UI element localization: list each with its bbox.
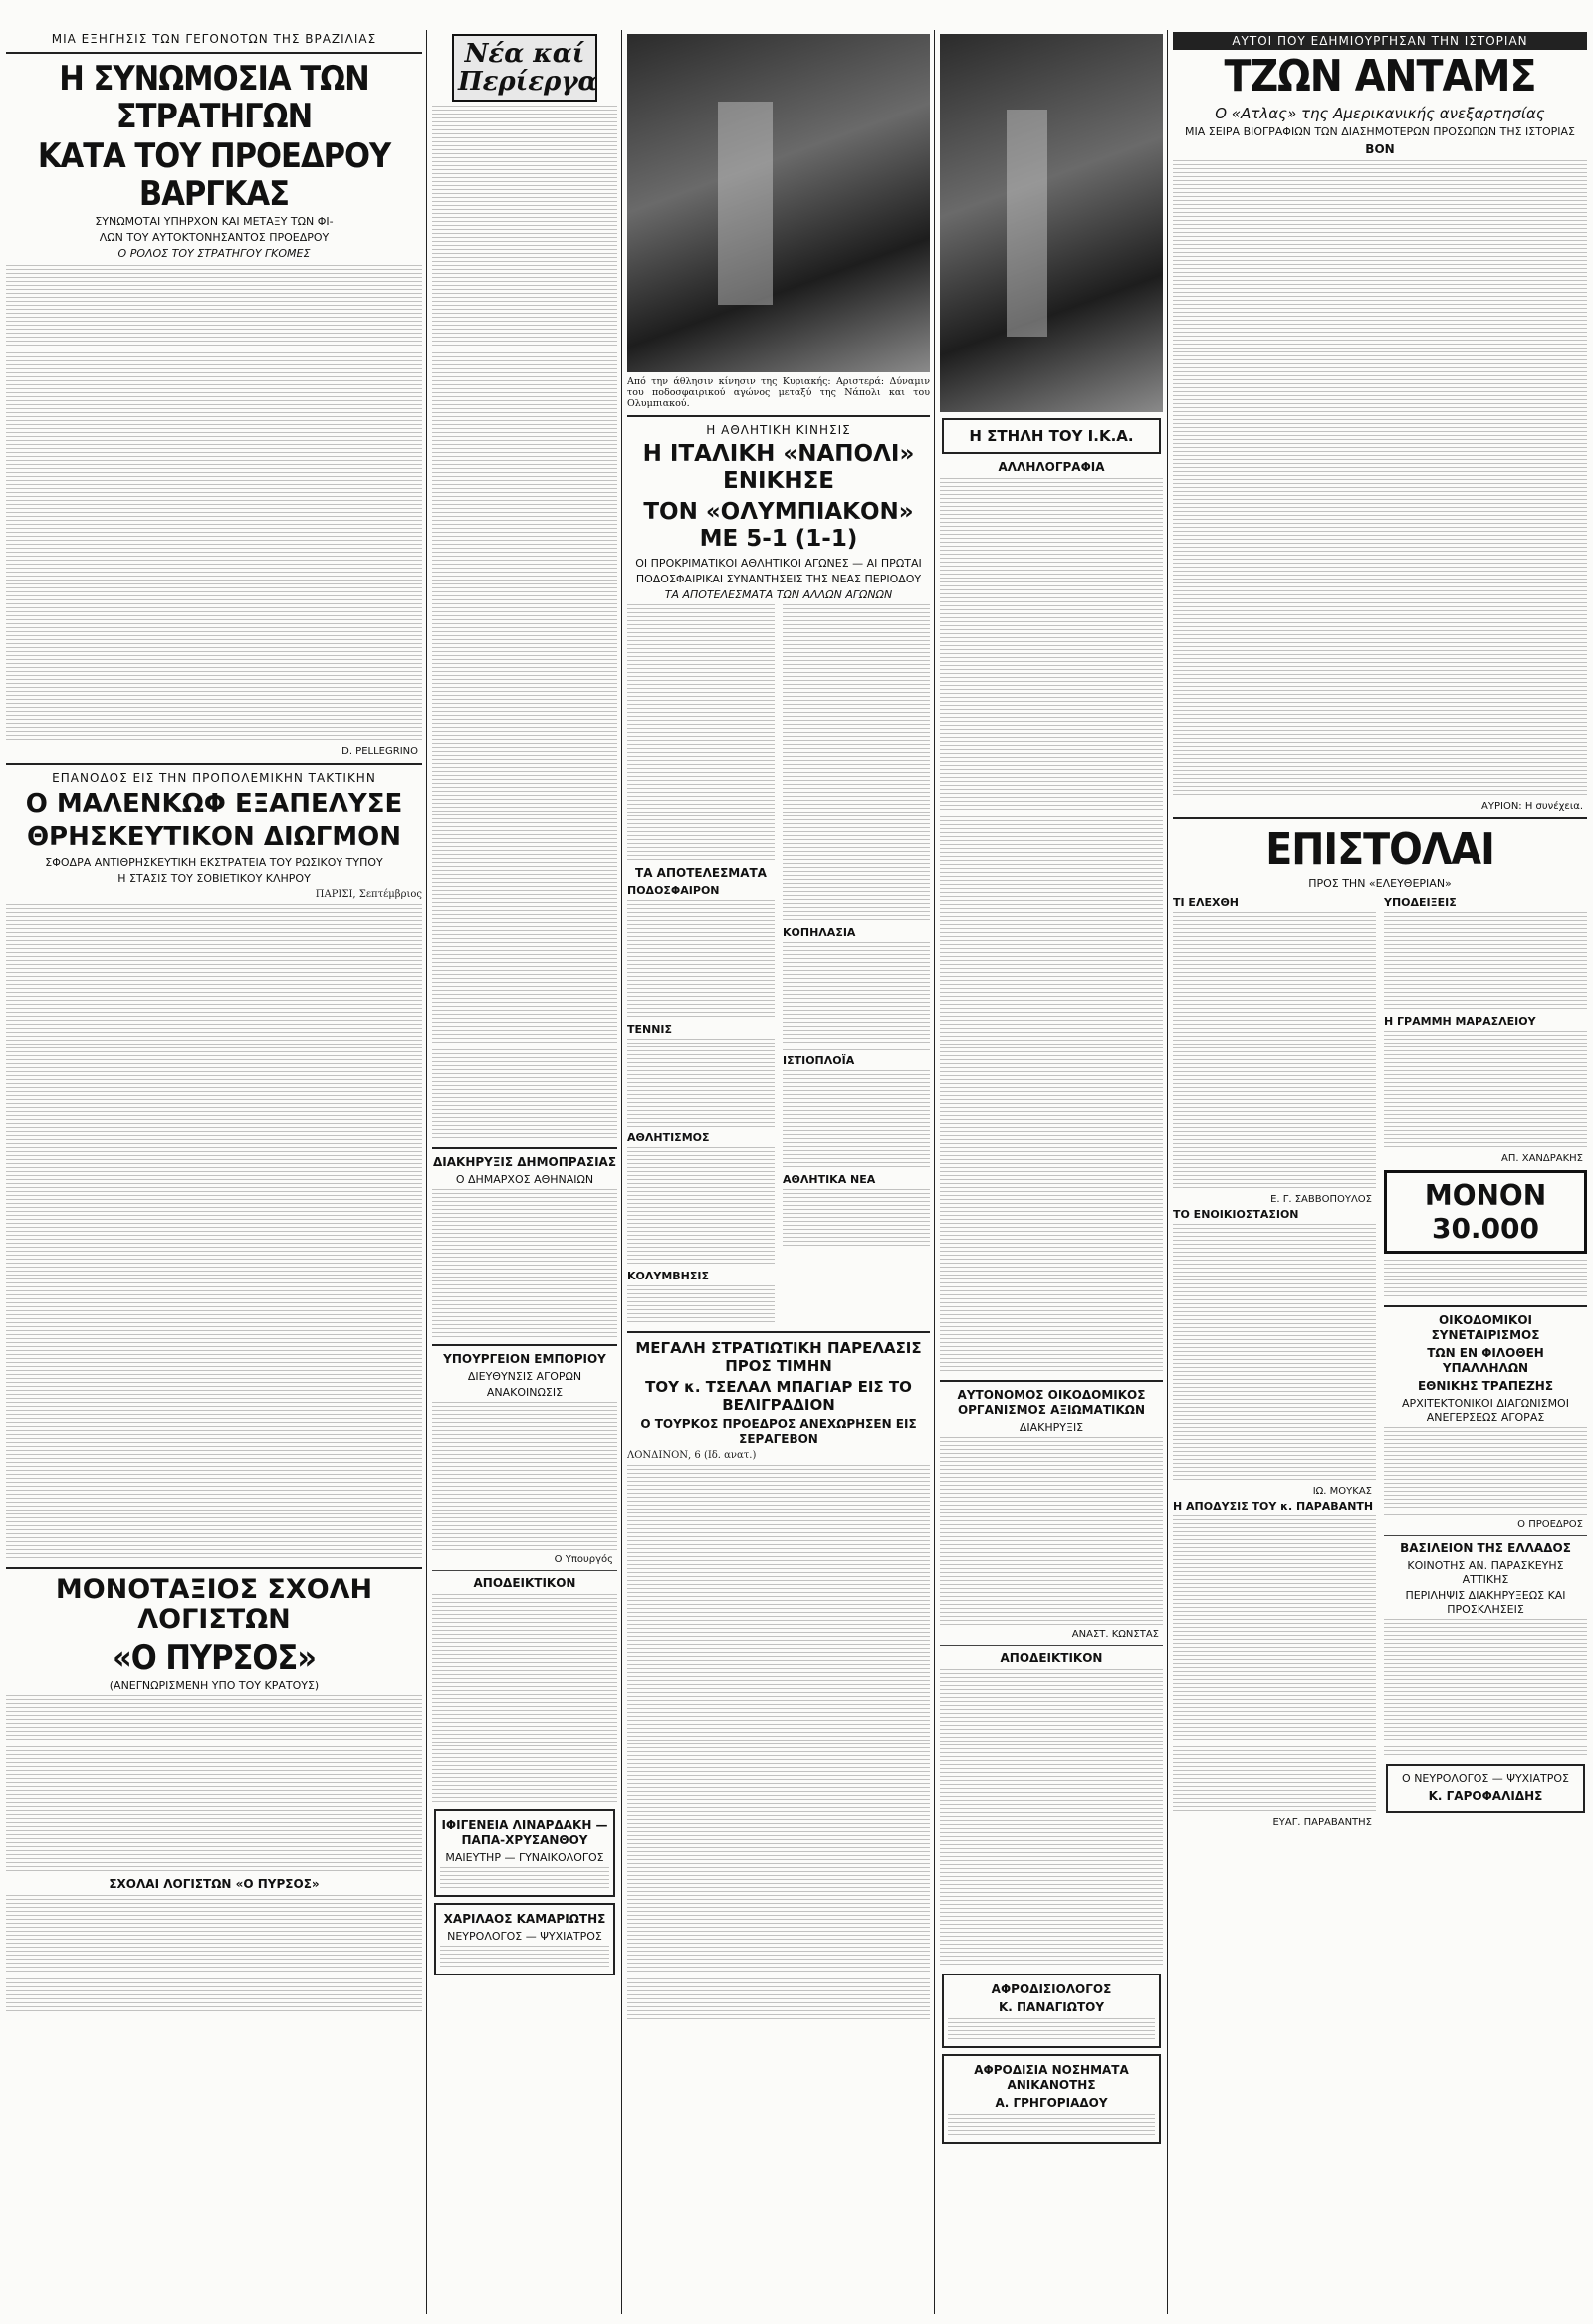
continued-note: ΑΥΡΙΟΝ: Η συνέχεια. — [1481, 801, 1583, 812]
headline: ΜΕΓΑΛΗ ΣΤΡΑΤΙΩΤΙΚΗ ΠΑΡΕΛΑΣΙΣ ΠΡΟΣ ΤΙΜΗΝ — [635, 1339, 922, 1375]
results-text — [627, 1039, 775, 1128]
results-text — [783, 942, 930, 1051]
divider — [940, 1645, 1163, 1646]
series-kicker: ΑΥΤΟΙ ΠΟΥ ΕΔΗΜΙΟΥΡΓΗΣΑΝ ΤΗΝ ΙΣΤΟΡΙΑΝ — [1173, 32, 1587, 50]
divider — [432, 1344, 617, 1346]
results-head: ΤΑ ΑΠΟΤΕΛΕΣΜΑΤΑ — [635, 866, 767, 880]
results-section: ΤΕΝΝΙΣ — [627, 1023, 673, 1036]
column-rule — [1167, 30, 1168, 2314]
notice-headline: ΑΠΟΔΕΙΚΤΙΚΟΝ — [473, 1576, 576, 1590]
notice-sub: ΔΙΕΥΘΥΝΣΙΣ ΑΓΟΡΩΝ — [467, 1370, 582, 1383]
byline: ΒΟΝ — [1365, 142, 1395, 156]
signature: Ο Υπουργός — [554, 1554, 613, 1565]
letter-text — [1173, 912, 1376, 1191]
results-text — [783, 1070, 930, 1170]
column-4 — [940, 30, 1163, 2314]
headline: ΤΟΥ κ. ΤΣΕΛΑΛ ΜΠΑΓΙΑΡ ΕΙΣ ΤΟ ΒΕΛΙΓΡΑΔΙΟΝ — [645, 1378, 912, 1414]
notice-headline: ΑΥΤΟΝΟΜΟΣ ΟΙΚΟΔΟΜΙΚΟΣ ΟΡΓΑΝΙΣΜΟΣ ΑΞΙΩΜΑΤΙΚΩΝ — [957, 1388, 1146, 1417]
headline: ΘΡΗΣΚΕΥΤΙΚΟΝ ΔΙΩΓΜΟΝ — [26, 822, 402, 852]
byline: D. PELLEGRINO — [341, 746, 418, 757]
column-title: Η ΣΤΗΛΗ ΤΟΥ Ι.Κ.Α. — [969, 427, 1134, 445]
notice-sub: ΔΙΑΚΗΡΥΞΙΣ — [1019, 1421, 1084, 1434]
notice-headline: ΒΑΣΙΛΕΙΟΝ ΤΗΣ ΕΛΛΑΔΟΣ — [1400, 1541, 1571, 1555]
price-ad: ΜΟΝΟΝ 30.000 — [1384, 1170, 1587, 1254]
notice-headline: ΟΙΚΟΔΟΜΙΚΟΙ ΣΥΝΕΤΑΙΡΙΣΜΟΣ — [1431, 1313, 1540, 1342]
deck: ΟΙ ΠΡΟΚΡΙΜΑΤΙΚΟΙ ΑΘΛΗΤΙΚΟΙ ΑΓΩΝΕΣ — ΑΙ ΠΡΩΤΑΙ — [635, 557, 922, 570]
body-text — [6, 265, 422, 743]
ad-title: Ο ΝΕΥΡΟΛΟΓΟΣ — ΨΥΧΙΑΤΡΟΣ — [1402, 1772, 1569, 1785]
ad-footer: ΣΧΟΛΑΙ ΛΟΓΙΣΤΩΝ «Ο ΠΥΡΣΟΣ» — [109, 1877, 320, 1891]
notice-text — [1384, 1427, 1587, 1516]
classified-ad — [434, 1903, 615, 1975]
notice-sub: ΑΡΧΙΤΕΚΤΟΝΙΚΟΙ ΔΙΑΓΩΝΙΣΜΟΙ ΑΝΕΓΕΡΣΕΩΣ ΑΓΟΡΑΣ — [1402, 1397, 1569, 1424]
results-text — [627, 1285, 775, 1325]
letter-text — [1384, 912, 1587, 1012]
body-text — [627, 604, 775, 863]
notice-text — [1384, 1619, 1587, 1758]
divider — [627, 1331, 930, 1333]
section-logo — [452, 34, 597, 102]
divider — [627, 415, 930, 417]
column-rule — [621, 30, 622, 2314]
body-text — [783, 604, 930, 923]
letter-text — [1384, 1031, 1587, 1150]
notice-headline: ΤΩΝ ΕΝ ΦΙΛΟΘΕΗ ΥΠΑΛΛΗΛΩΝ — [1427, 1346, 1544, 1375]
headline: ΤΖΩΝ ΑΝΤΑΜΣ — [1224, 51, 1536, 102]
notice-headline: ΕΘΝΙΚΗΣ ΤΡΑΠΕΖΗΣ — [1417, 1379, 1554, 1393]
divider — [432, 1570, 617, 1571]
dateline: ΛΟΝΔΙΝΟΝ, 6 (Ιδ. ανατ.) — [627, 1450, 757, 1461]
column-rule — [426, 30, 427, 2314]
results-text — [783, 1189, 930, 1249]
ad-name: ΙΦΙΓΕΝΕΙΑ ΛΙΝΑΡΔΑΚΗ — ΠΑΠΑ-ΧΡΥΣΑΝΘΟΥ — [441, 1818, 608, 1847]
headline: Η ΙΤΑΛΙΚΗ «ΝΑΠΟΛΙ» ΕΝΙΚΗΣΕ — [642, 441, 915, 494]
news-photo — [627, 34, 930, 372]
classified-ad — [1386, 1764, 1585, 1813]
body-text — [432, 106, 617, 1141]
ad-title: ΝΕΥΡΟΛΟΓΟΣ — ΨΥΧΙΑΤΡΟΣ — [447, 1930, 602, 1943]
story-kicker: ΜΙΑ ΕΞΗΓΗΣΙΣ ΤΩΝ ΓΕΓΟΝΟΤΩΝ ΤΗΣ ΒΡΑΖΙΛΙΑΣ — [51, 32, 377, 46]
letter-title: ΤΟ ΕΝΟΙΚΙΟΣΤΑΣΙΟΝ — [1173, 1208, 1299, 1221]
ad-title: ΑΦΡΟΔΙΣΙΑ ΝΟΣΗΜΑΤΑ ΑΝΙΚΑΝΟΤΗΣ — [974, 2063, 1129, 2092]
notice-text — [432, 1402, 617, 1551]
divider — [6, 52, 422, 54]
photo-caption: Από την άθλησιν κίνησιν της Κυριακής: Αριστερά: Δύναμιν του ποδοσφαιρικού αγώνος μεταξύ της Νάπολι και του Ολυμπιακού. — [627, 376, 930, 409]
letter-text — [1173, 1515, 1376, 1814]
signature: ΙΩ. ΜΟΥΚΑΣ — [1312, 1486, 1372, 1497]
results-section: ΚΟΠΗΛΑΣΙΑ — [783, 926, 856, 939]
divider — [1384, 1305, 1587, 1307]
column-1 — [6, 30, 422, 2314]
ad-text — [1384, 1260, 1587, 1299]
sports-columns — [627, 604, 930, 1325]
letter-title: Η ΓΡΑΜΜΗ ΜΑΡΑΣΛΕΙΟΥ — [1384, 1015, 1536, 1028]
results-section: ΠΟΔΟΣΦΑΙΡΟΝ — [627, 884, 720, 897]
letter-title: ΥΠΟΔΕΙΞΕΙΣ — [1384, 896, 1457, 909]
ad-text — [440, 1867, 609, 1891]
letter-text — [1173, 1224, 1376, 1483]
ad-text — [440, 1946, 609, 1970]
divider — [1173, 817, 1587, 819]
dateline: ΠΑΡΙΣΙ, Σεπτέμβριος — [315, 889, 422, 900]
signature: ΑΝΑΣΤ. ΚΩΝΣΤΑΣ — [1071, 1629, 1159, 1640]
divider — [432, 1147, 617, 1149]
deck: ΠΟΔΟΣΦΑΙΡΙΚΑΙ ΣΥΝΑΝΤΗΣΕΙΣ ΤΗΣ ΝΕΑΣ ΠΕΡΙΟΔΟΥ — [635, 573, 922, 585]
notice-sub: Ο ΔΗΜΑΡΧΟΣ ΑΘΗΝΑΙΩΝ — [455, 1173, 594, 1186]
notice-sub: ΠΕΡΙΛΗΨΙΣ ΔΙΑΚΗΡΥΞΕΩΣ ΚΑΙ ΠΡΟΣΚΛΗΣΕΙΣ — [1405, 1589, 1566, 1616]
article-body — [6, 265, 422, 743]
deck: ΛΩΝ ΤΟΥ ΑΥΤΟΚΤΟΝΗΣΑΝΤΟΣ ΠΡΟΕΔΡΟΥ — [99, 231, 330, 244]
ad-title: ΑΦΡΟΔΙΣΙΟΛΟΓΟΣ — [991, 1982, 1112, 1996]
series-note: ΜΙΑ ΣΕΙΡΑ ΒΙΟΓΡΑΦΙΩΝ ΤΩΝ ΔΙΑΣΗΜΟΤΕΡΩΝ ΠΡΟΣΩΠΩΝ ΤΗΣ ΙΣΤΟΡΙΑΣ — [1185, 125, 1575, 138]
column-box — [942, 418, 1161, 454]
headline: Ο ΜΑΛΕΝΚΩΦ ΕΞΑΠΕΛΥΣΕ — [25, 789, 403, 818]
signature: Ο ΠΡΟΕΔΡΟΣ — [1517, 1519, 1583, 1530]
ad-name: Κ. ΓΑΡΟΦΑΛΙΔΗΣ — [1428, 1789, 1543, 1803]
body-text — [627, 1465, 930, 2022]
section-logo-line: Νέα καί — [464, 39, 585, 69]
deck: ΤΑ ΑΠΟΤΕΛΕΣΜΑΤΑ ΤΩΝ ΑΛΛΩΝ ΑΓΩΝΩΝ — [664, 588, 893, 601]
letters-column-right — [1384, 893, 1587, 1831]
notice-headline: ΥΠΟΥΡΓΕΙΟΝ ΕΜΠΟΡΙΟΥ — [443, 1352, 606, 1366]
signature: ΑΠ. ΧΑΝΔΡΑΚΗΣ — [1501, 1153, 1583, 1164]
divider — [1384, 1535, 1587, 1536]
section-sub: ΠΡΟΣ ΤΗΝ «ΕΛΕΥΘΕΡΙΑΝ» — [1308, 877, 1452, 890]
column-3 — [627, 30, 930, 2314]
story-kicker: ΕΠΑΝΟΔΟΣ ΕΙΣ ΤΗΝ ΠΡΟΠΟΛΕΜΙΚΗΝ ΤΑΚΤΙΚΗΝ — [52, 771, 376, 785]
notice-text — [432, 1594, 617, 1803]
results-text — [627, 900, 775, 1020]
deck: ΣΦΟΔΡΑ ΑΝΤΙΘΡΗΣΚΕΥΤΙΚΗ ΕΚΣΤΡΑΤΕΙΑ ΤΟΥ ΡΩΣΙΚΟΥ ΤΥΠΟΥ — [45, 856, 383, 869]
classified-ad — [942, 1974, 1161, 2048]
notice-headline: ΔΙΑΚΗΡΥΞΙΣ ΔΗΜΟΠΡΑΣΙΑΣ — [432, 1155, 617, 1169]
body-text — [6, 904, 422, 1561]
ad-headline: ΜΟΝΟΤΑΞΙΟΣ ΣΧΟΛΗ ΛΟΓΙΣΤΩΝ — [55, 1574, 373, 1635]
ad-text — [6, 1895, 422, 2014]
results-section: ΑΘΛΗΤΙΣΜΟΣ — [627, 1131, 710, 1144]
results-section: ΑΘΛΗΤΙΚΑ ΝΕΑ — [783, 1173, 876, 1186]
ad-headline: «Ο ΠΥΡΣΟΣ» — [112, 1638, 317, 1678]
sports-column-right — [783, 604, 930, 1325]
notice-text — [940, 1669, 1163, 1968]
results-section: ΙΣΤΙΟΠΛΟΪΑ — [783, 1054, 855, 1067]
deck: ΣΥΝΩΜΟΤΑΙ ΥΠΗΡΧΟΝ ΚΑΙ ΜΕΤΑΞΥ ΤΩΝ ΦΙ- — [95, 215, 334, 228]
divider — [6, 763, 422, 765]
ad-title: ΜΑΙΕΥΤΗΡ — ΓΥΝΑΙΚΟΛΟΓΟΣ — [445, 1851, 604, 1864]
column-2 — [432, 30, 617, 2314]
results-section: ΚΟΛΥΜΒΗΣΙΣ — [627, 1270, 710, 1282]
ad-text — [948, 2018, 1155, 2042]
ad-name: Κ. ΠΑΝΑΓΙΩΤΟΥ — [998, 2000, 1105, 2014]
letter-title: Η ΑΠΟΔΥΣΙΣ ΤΟΥ κ. ΠΑΡΑΒΑΝΤΗ — [1173, 1500, 1374, 1512]
section-title: ΑΛΛΗΛΟΓΡΑΦΙΑ — [998, 460, 1105, 474]
classified-ad — [942, 2054, 1161, 2144]
letters-column-left — [1173, 893, 1376, 1831]
deck: Η ΣΤΑΣΙΣ ΤΟΥ ΣΟΒΙΕΤΙΚΟΥ ΚΛΗΡΟΥ — [117, 872, 311, 885]
ad-text — [948, 2114, 1155, 2138]
deck: Ο ΡΟΛΟΣ ΤΟΥ ΣΤΡΑΤΗΓΟΥ ΓΚΟΜΕΣ — [117, 247, 311, 260]
column-5 — [1173, 30, 1587, 2314]
divider — [940, 1380, 1163, 1382]
news-photo — [940, 34, 1163, 412]
classified-ad — [434, 1809, 615, 1897]
letter-title: ΤΙ ΕΛΕΧΘΗ — [1173, 896, 1240, 909]
notice-label: ΑΝΑΚΟΙΝΩΣΙΣ — [486, 1386, 564, 1399]
notice-sub: ΚΟΙΝΟΤΗΣ ΑΝ. ΠΑΡΑΣΚΕΥΗΣ ΑΤΤΙΚΗΣ — [1407, 1559, 1564, 1586]
headline: Ο ΤΟΥΡΚΟΣ ΠΡΟΕΔΡΟΣ ΑΝΕΧΩΡΗΣΕΝ ΕΙΣ ΣΕΡΑΓΕΒΟΝ — [640, 1417, 917, 1446]
sports-column-left — [627, 604, 775, 1325]
column-rule — [934, 30, 935, 2314]
body-text — [1173, 160, 1587, 798]
signature: ΕΥΑΓ. ΠΑΡΑΒΑΝΤΗΣ — [1272, 1817, 1372, 1828]
headline: ΚΑΤΑ ΤΟΥ ΠΡΟΕΔΡΟΥ ΒΑΡΓΚΑΣ — [37, 136, 391, 214]
results-text — [627, 1147, 775, 1267]
section-kicker: Η ΑΘΛΗΤΙΚΗ ΚΙΝΗΣΙΣ — [706, 423, 851, 437]
ad-sub: (ΑΝΕΓΝΩΡΙΣΜΕΝΗ ΥΠΟ ΤΟΥ ΚΡΑΤΟΥΣ) — [109, 1679, 320, 1692]
headline: Η ΣΥΝΩΜΟΣΙΑ ΤΩΝ ΣΤΡΑΤΗΓΩΝ — [59, 59, 369, 136]
section-headline: ΕΠΙΣΤΟΛΑΙ — [1265, 824, 1494, 875]
deck: Ο «Ατλας» της Αμερικανικής ανεξαρτησίας — [1215, 105, 1545, 122]
notice-text — [940, 1437, 1163, 1626]
ad-name: ΧΑΡΙΛΑΟΣ ΚΑΜΑΡΙΩΤΗΣ — [443, 1912, 606, 1926]
divider — [6, 1567, 422, 1569]
body-text — [940, 478, 1163, 1374]
notice-text — [432, 1189, 617, 1338]
notice-headline: ΑΠΟΔΕΙΚΤΙΚΟΝ — [1000, 1651, 1103, 1665]
ad-text — [6, 1695, 422, 1874]
ad-name: Α. ΓΡΗΓΟΡΙΑΔΟΥ — [995, 2096, 1108, 2110]
letters-columns — [1173, 893, 1587, 1831]
section-logo-line: Περίεργα — [458, 67, 598, 97]
signature: Ε. Γ. ΣΑΒΒΟΠΟΥΛΟΣ — [1270, 1194, 1372, 1205]
headline: ΤΟΝ «ΟΛΥΜΠΙΑΚΟΝ» ΜΕ 5-1 (1-1) — [643, 499, 914, 552]
